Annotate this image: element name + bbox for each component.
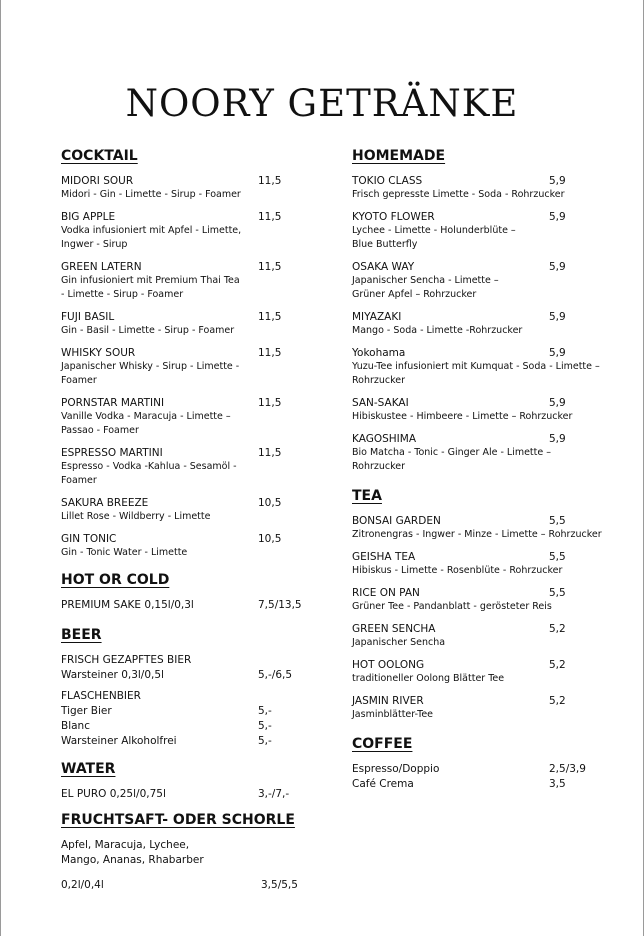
item-name: SAN-SAKAI <box>352 397 409 409</box>
menu-item <box>61 310 282 338</box>
item-price: 11,5 <box>258 347 282 359</box>
item-description: Gin - Basil - Limette - Sirup - Foamer <box>61 325 235 336</box>
item-price: 11,5 <box>258 261 282 273</box>
menu-item <box>61 446 282 488</box>
cocktail-list <box>61 174 326 560</box>
item-price: 5,5 <box>549 587 566 599</box>
item-description: Hibiskus - Limette - Rosenblüte - Rohrzucker <box>352 565 563 576</box>
menu-item <box>352 514 632 542</box>
item-description: Jasminblätter-Tee <box>352 709 434 720</box>
item-description: Espresso - Vodka -Kahlua - Sesamöl - Foamer <box>61 461 237 486</box>
item-name: RICE ON PAN <box>352 587 420 599</box>
menu-item <box>61 734 326 749</box>
menu-item <box>61 260 282 302</box>
item-name: BIG APPLE <box>61 211 116 223</box>
item-description: Frisch gepresste Limette - Soda - Rohrzucker <box>352 189 565 200</box>
menu-item <box>61 598 326 613</box>
item-name: Blanc <box>61 720 90 732</box>
item-name: Warsteiner Alkoholfrei <box>61 735 177 747</box>
item-name: MIYAZAKI <box>352 311 402 323</box>
item-price: 5,9 <box>549 211 566 223</box>
item-name: MIDORI SOUR <box>61 175 134 187</box>
item-name: BONSAI GARDEN <box>352 515 441 527</box>
menu-item <box>352 396 632 424</box>
section-homemade-heading: HOMEMADE <box>352 148 446 164</box>
item-price: 11,5 <box>258 311 282 323</box>
item-name: FUJI BASIL <box>61 311 115 323</box>
menu-item <box>352 210 632 252</box>
item-description: Midori - Gin - Limette - Sirup - Foamer <box>61 189 241 200</box>
item-name: 0,2l/0,4l <box>61 879 104 891</box>
menu-item <box>352 694 632 722</box>
item-price: 5,9 <box>549 397 566 409</box>
item-description: Japanischer Whisky - Sirup - Limette - Foamer <box>61 361 240 386</box>
item-price: 11,5 <box>258 175 282 187</box>
juice-desc-line2: Mango, Ananas, Rhabarber <box>61 854 204 866</box>
item-description: Zitronengras - Ingwer - Minze - Limette – Rohrzucker <box>352 529 602 540</box>
section-beer-heading: BEER <box>61 627 102 643</box>
item-name: TOKIO CLASS <box>352 175 423 187</box>
item-price: 5,2 <box>549 695 566 707</box>
menu-item <box>352 174 632 202</box>
item-price: 5,9 <box>549 433 566 445</box>
item-description: Japanischer Sencha - Limette – Grüner Apfel – Rohrzucker <box>352 275 499 300</box>
item-name: Tiger Bier <box>61 705 112 717</box>
item-description: Hibiskustee - Himbeere - Limette – Rohrzucker <box>352 411 573 422</box>
item-description: Gin - Tonic Water - Limette <box>61 547 188 558</box>
item-description: Grüner Tee - Pandanblatt - gerösteter Reis <box>352 601 552 612</box>
section-juice-heading: FRUCHTSAFT- ODER SCHORLE <box>61 812 295 828</box>
item-description: Lillet Rose - Wildberry - Limette <box>61 511 211 522</box>
item-price: 5,2 <box>549 623 566 635</box>
item-name: KAGOSHIMA <box>352 433 416 445</box>
item-name: GREEN LATERN <box>61 261 142 273</box>
item-price: 5,- <box>258 735 272 747</box>
item-price: 11,5 <box>258 211 282 223</box>
item-price: 11,5 <box>258 397 282 409</box>
item-price: 3,5 <box>549 778 566 790</box>
item-price: 5,5 <box>549 515 566 527</box>
item-price: 10,5 <box>258 533 282 545</box>
item-description: Japanischer Sencha <box>352 637 446 648</box>
section-cocktail-heading: COCKTAIL <box>61 148 138 164</box>
menu-item <box>352 432 632 474</box>
menu-item <box>352 777 632 792</box>
item-price: 3,-/7,- <box>258 788 290 800</box>
item-price: 5,5 <box>549 551 566 563</box>
item-name: KYOTO FLOWER <box>352 211 435 223</box>
left-column <box>61 148 326 893</box>
menu-item <box>61 532 282 560</box>
menu-item <box>352 260 632 302</box>
menu-item <box>61 878 326 893</box>
item-name: GIN TONIC <box>61 533 117 545</box>
section-coffee-heading: COFFEE <box>352 736 413 752</box>
item-description: Bio Matcha - Tonic - Ginger Ale - Limette – Rohrzucker <box>352 447 551 472</box>
item-name: JASMIN RIVER <box>352 695 424 707</box>
menu-item <box>352 622 632 650</box>
menu-item <box>352 550 632 578</box>
item-description: Lychee - Limette - Holunderblüte – Blue Butterfly <box>352 225 516 250</box>
item-name: PREMIUM SAKE 0,15l/0,3l <box>61 599 194 611</box>
item-name: ESPRESSO MARTINI <box>61 447 163 459</box>
item-price: 7,5/13,5 <box>258 599 302 611</box>
section-water-heading: WATER <box>61 761 116 777</box>
juice-desc-line1: Apfel, Maracuja, Lychee, <box>61 839 190 851</box>
item-name: Yokohama <box>352 347 406 359</box>
item-name: GREEN SENCHA <box>352 623 436 635</box>
item-description: Vanille Vodka - Maracuja - Limette – Passao - Foamer <box>61 411 231 436</box>
item-price: 5,-/6,5 <box>258 669 293 681</box>
item-price: 2,5/3,9 <box>549 763 586 775</box>
section-tea-heading: TEA <box>352 488 382 504</box>
item-name: Espresso/Doppio <box>352 763 440 775</box>
section-hot-or-cold-heading: HOT OR COLD <box>61 572 170 588</box>
beer-bottle-label: FLASCHENBIER <box>61 690 141 702</box>
item-price: 5,9 <box>549 347 566 359</box>
item-name: WHISKY SOUR <box>61 347 136 359</box>
item-name: Café Crema <box>352 778 414 790</box>
item-name: OSAKA WAY <box>352 261 415 273</box>
menu-item <box>61 719 326 734</box>
item-price: 5,- <box>258 705 272 717</box>
menu-item <box>352 310 632 338</box>
menu-item <box>61 496 282 524</box>
item-name: EL PURO 0,25l/0,75l <box>61 788 166 800</box>
item-name: PORNSTAR MARTINI <box>61 397 165 409</box>
item-price: 5,- <box>258 720 272 732</box>
item-price: 11,5 <box>258 447 282 459</box>
menu-item <box>61 668 326 683</box>
item-name: SAKURA BREEZE <box>61 497 149 509</box>
item-description: Gin infusioniert mit Premium Thai Tea - Limette - Sirup - Foamer <box>61 275 240 300</box>
beer-fresh-label: FRISCH GEZAPFTES BIER <box>61 654 192 666</box>
item-name: Warsteiner 0,3l/0,5l <box>61 669 164 681</box>
menu-item <box>61 210 282 252</box>
item-description: Mango - Soda - Limette -Rohrzucker <box>352 325 523 336</box>
item-price: 5,9 <box>549 175 566 187</box>
menu-item <box>352 658 632 686</box>
menu-item <box>61 346 282 388</box>
menu-item <box>352 346 632 388</box>
item-description: traditioneller Oolong Blätter Tee <box>352 673 505 684</box>
menu-item <box>61 787 326 802</box>
menu-item <box>61 704 326 719</box>
item-name: GEISHA TEA <box>352 551 416 563</box>
menu-item <box>61 396 282 438</box>
item-price: 5,9 <box>549 261 566 273</box>
item-price: 5,9 <box>549 311 566 323</box>
menu-item <box>352 586 632 614</box>
menu-item <box>61 174 282 202</box>
menu-item <box>352 762 632 777</box>
item-price: 10,5 <box>258 497 282 509</box>
item-name: HOT OOLONG <box>352 659 425 671</box>
item-price: 5,2 <box>549 659 566 671</box>
right-column <box>352 148 632 792</box>
item-description: Vodka infusioniert mit Apfel - Limette, Ingwer - Sirup <box>61 225 242 250</box>
menu-title: NOORY GETRÄNKE <box>125 82 519 125</box>
item-price: 3,5/5,5 <box>261 879 298 891</box>
item-description: Yuzu-Tee infusioniert mit Kumquat - Soda - Limette – Rohrzucker <box>352 361 600 386</box>
